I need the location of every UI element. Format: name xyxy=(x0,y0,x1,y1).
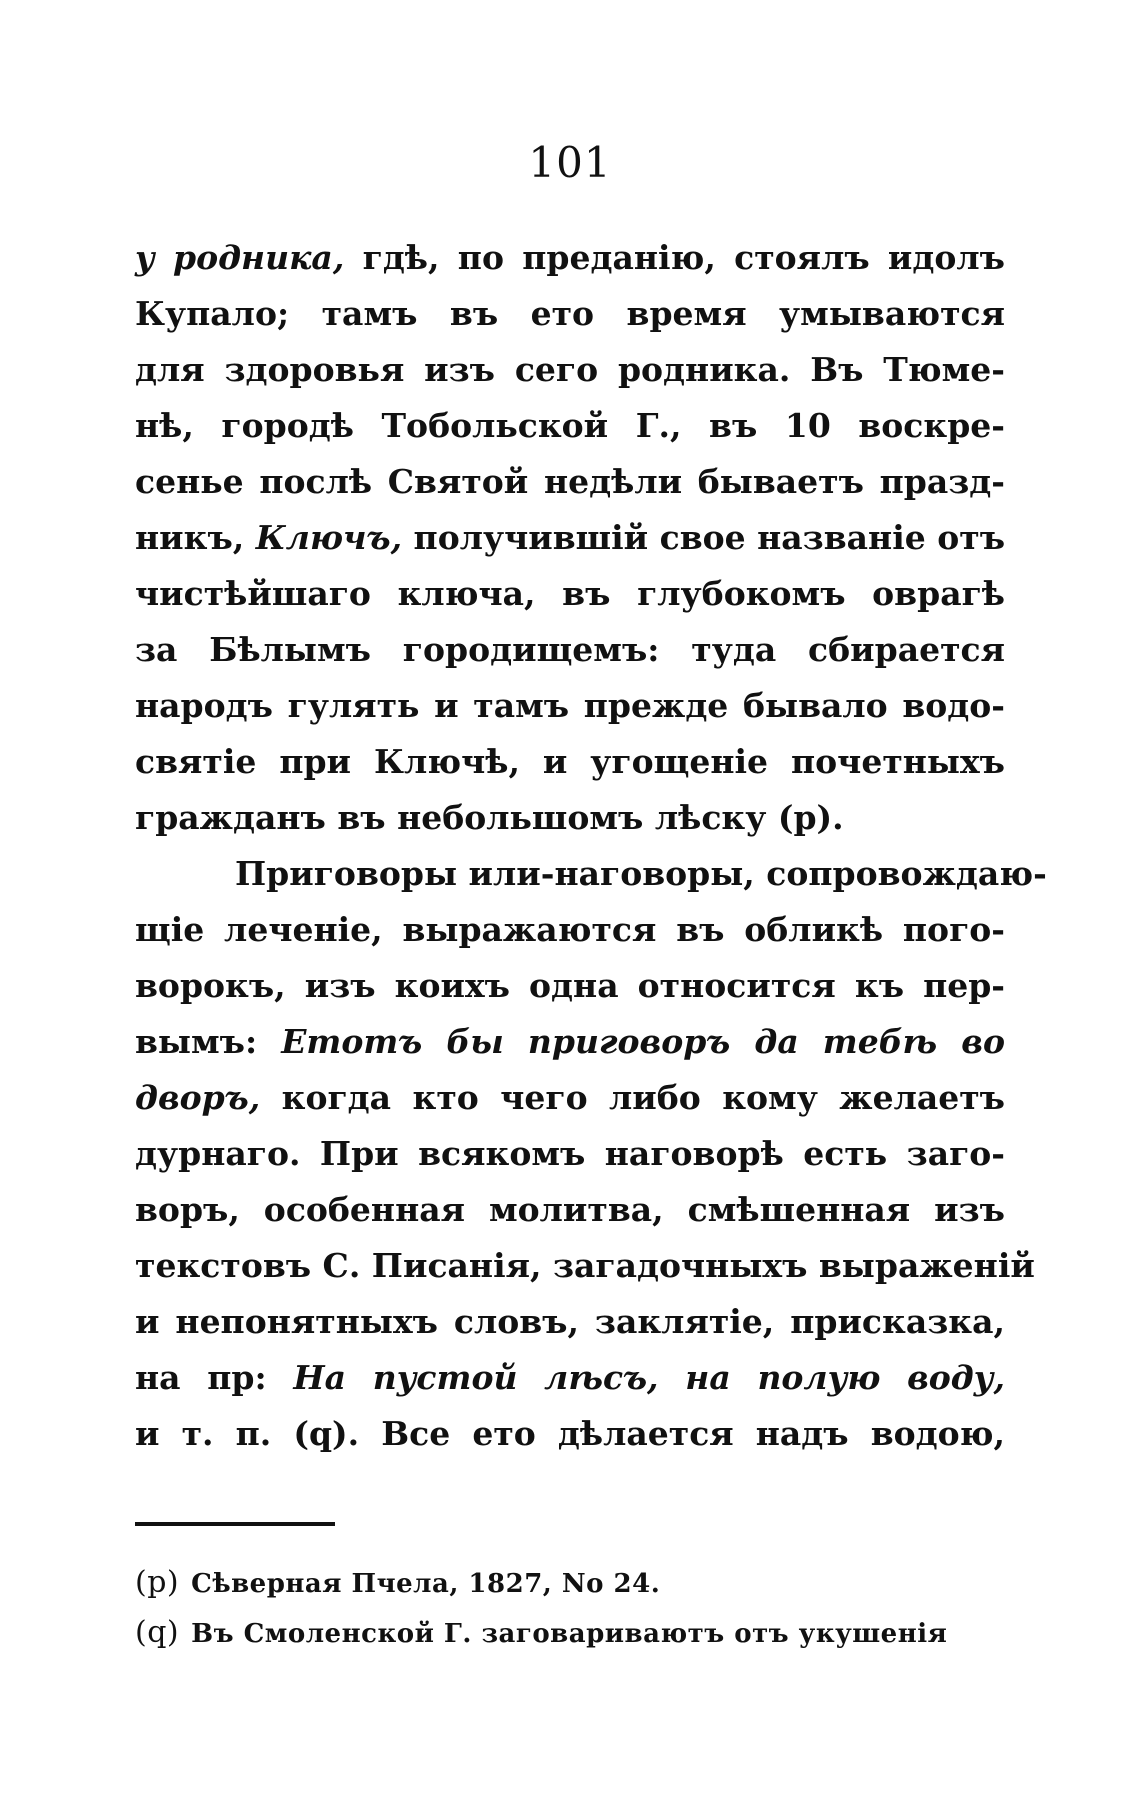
footnotes xyxy=(135,1558,1005,1658)
footnote xyxy=(135,1608,1005,1658)
text-line: святіе при Ключѣ, и угощеніе почетныхъ xyxy=(135,742,1005,781)
text-line: у родника, гдѣ, по преданію, стоялъ идолъ xyxy=(135,238,1005,277)
text-line: на пр: На пустой лѣсъ, на полую воду, xyxy=(135,1358,1005,1397)
text-line: народъ гулять и тамъ прежде бывало водо- xyxy=(135,686,1005,725)
text-line: нѣ, городѣ Тобольской Г., въ 10 воскре- xyxy=(135,406,1005,445)
text-line: дурнаго. При всякомъ наговорѣ есть заго- xyxy=(135,1134,1005,1173)
text-line: текстовъ С. Писанія, загадочныхъ выраженій xyxy=(135,1246,1035,1285)
text-line: никъ, Ключъ, получившій свое названіе отъ xyxy=(135,518,1006,557)
page-number: 101 xyxy=(528,138,612,187)
text-line: чистѣйшаго ключа, въ глубокомъ оврагѣ xyxy=(135,574,1005,613)
text-line: воръ, особенная молитва, смѣшенная изъ xyxy=(135,1190,1005,1229)
footnote-separator xyxy=(135,1522,335,1526)
footnote-mark: (q) xyxy=(135,1615,180,1650)
text-line: Купало; тамъ въ ето время умываются xyxy=(135,294,1005,333)
text-line: дворъ, когда кто чего либо кому желаетъ xyxy=(135,1078,1005,1117)
text-line: и т. п. (q). Все ето дѣлается надъ водою, xyxy=(135,1414,1005,1453)
body-text xyxy=(135,230,1047,1462)
footnote-mark: (р) xyxy=(135,1565,180,1600)
text-line: щіе леченіе, выражаются въ обликѣ пого- xyxy=(135,910,1005,949)
text-line: сенье послѣ Святой недѣли бываетъ празд- xyxy=(135,462,1005,501)
text-line: ворокъ, изъ коихъ одна относится къ пер- xyxy=(135,966,1005,1005)
paragraph-start-line: Приговоры или-наговоры, сопровождаю- xyxy=(235,854,1047,893)
text-line: для здоровья изъ сего родника. Въ Тюме- xyxy=(135,350,1005,389)
text-line: и непонятныхъ словъ, заклятіе, присказка, xyxy=(135,1302,1005,1341)
footnote-text: Въ Смоленской Г. заговариваютъ отъ укушенія xyxy=(191,1619,948,1649)
text-line: за Бѣлымъ городищемъ: туда сбирается xyxy=(135,630,1005,669)
footnote xyxy=(135,1558,1005,1608)
text-line: вымъ: Етотъ бы приговоръ да тебѣ во xyxy=(135,1022,1005,1061)
text-line: гражданъ въ небольшомъ лѣску (р). xyxy=(135,798,844,837)
footnote-text: Сѣверная Пчела, 1827, No 24. xyxy=(191,1569,661,1599)
